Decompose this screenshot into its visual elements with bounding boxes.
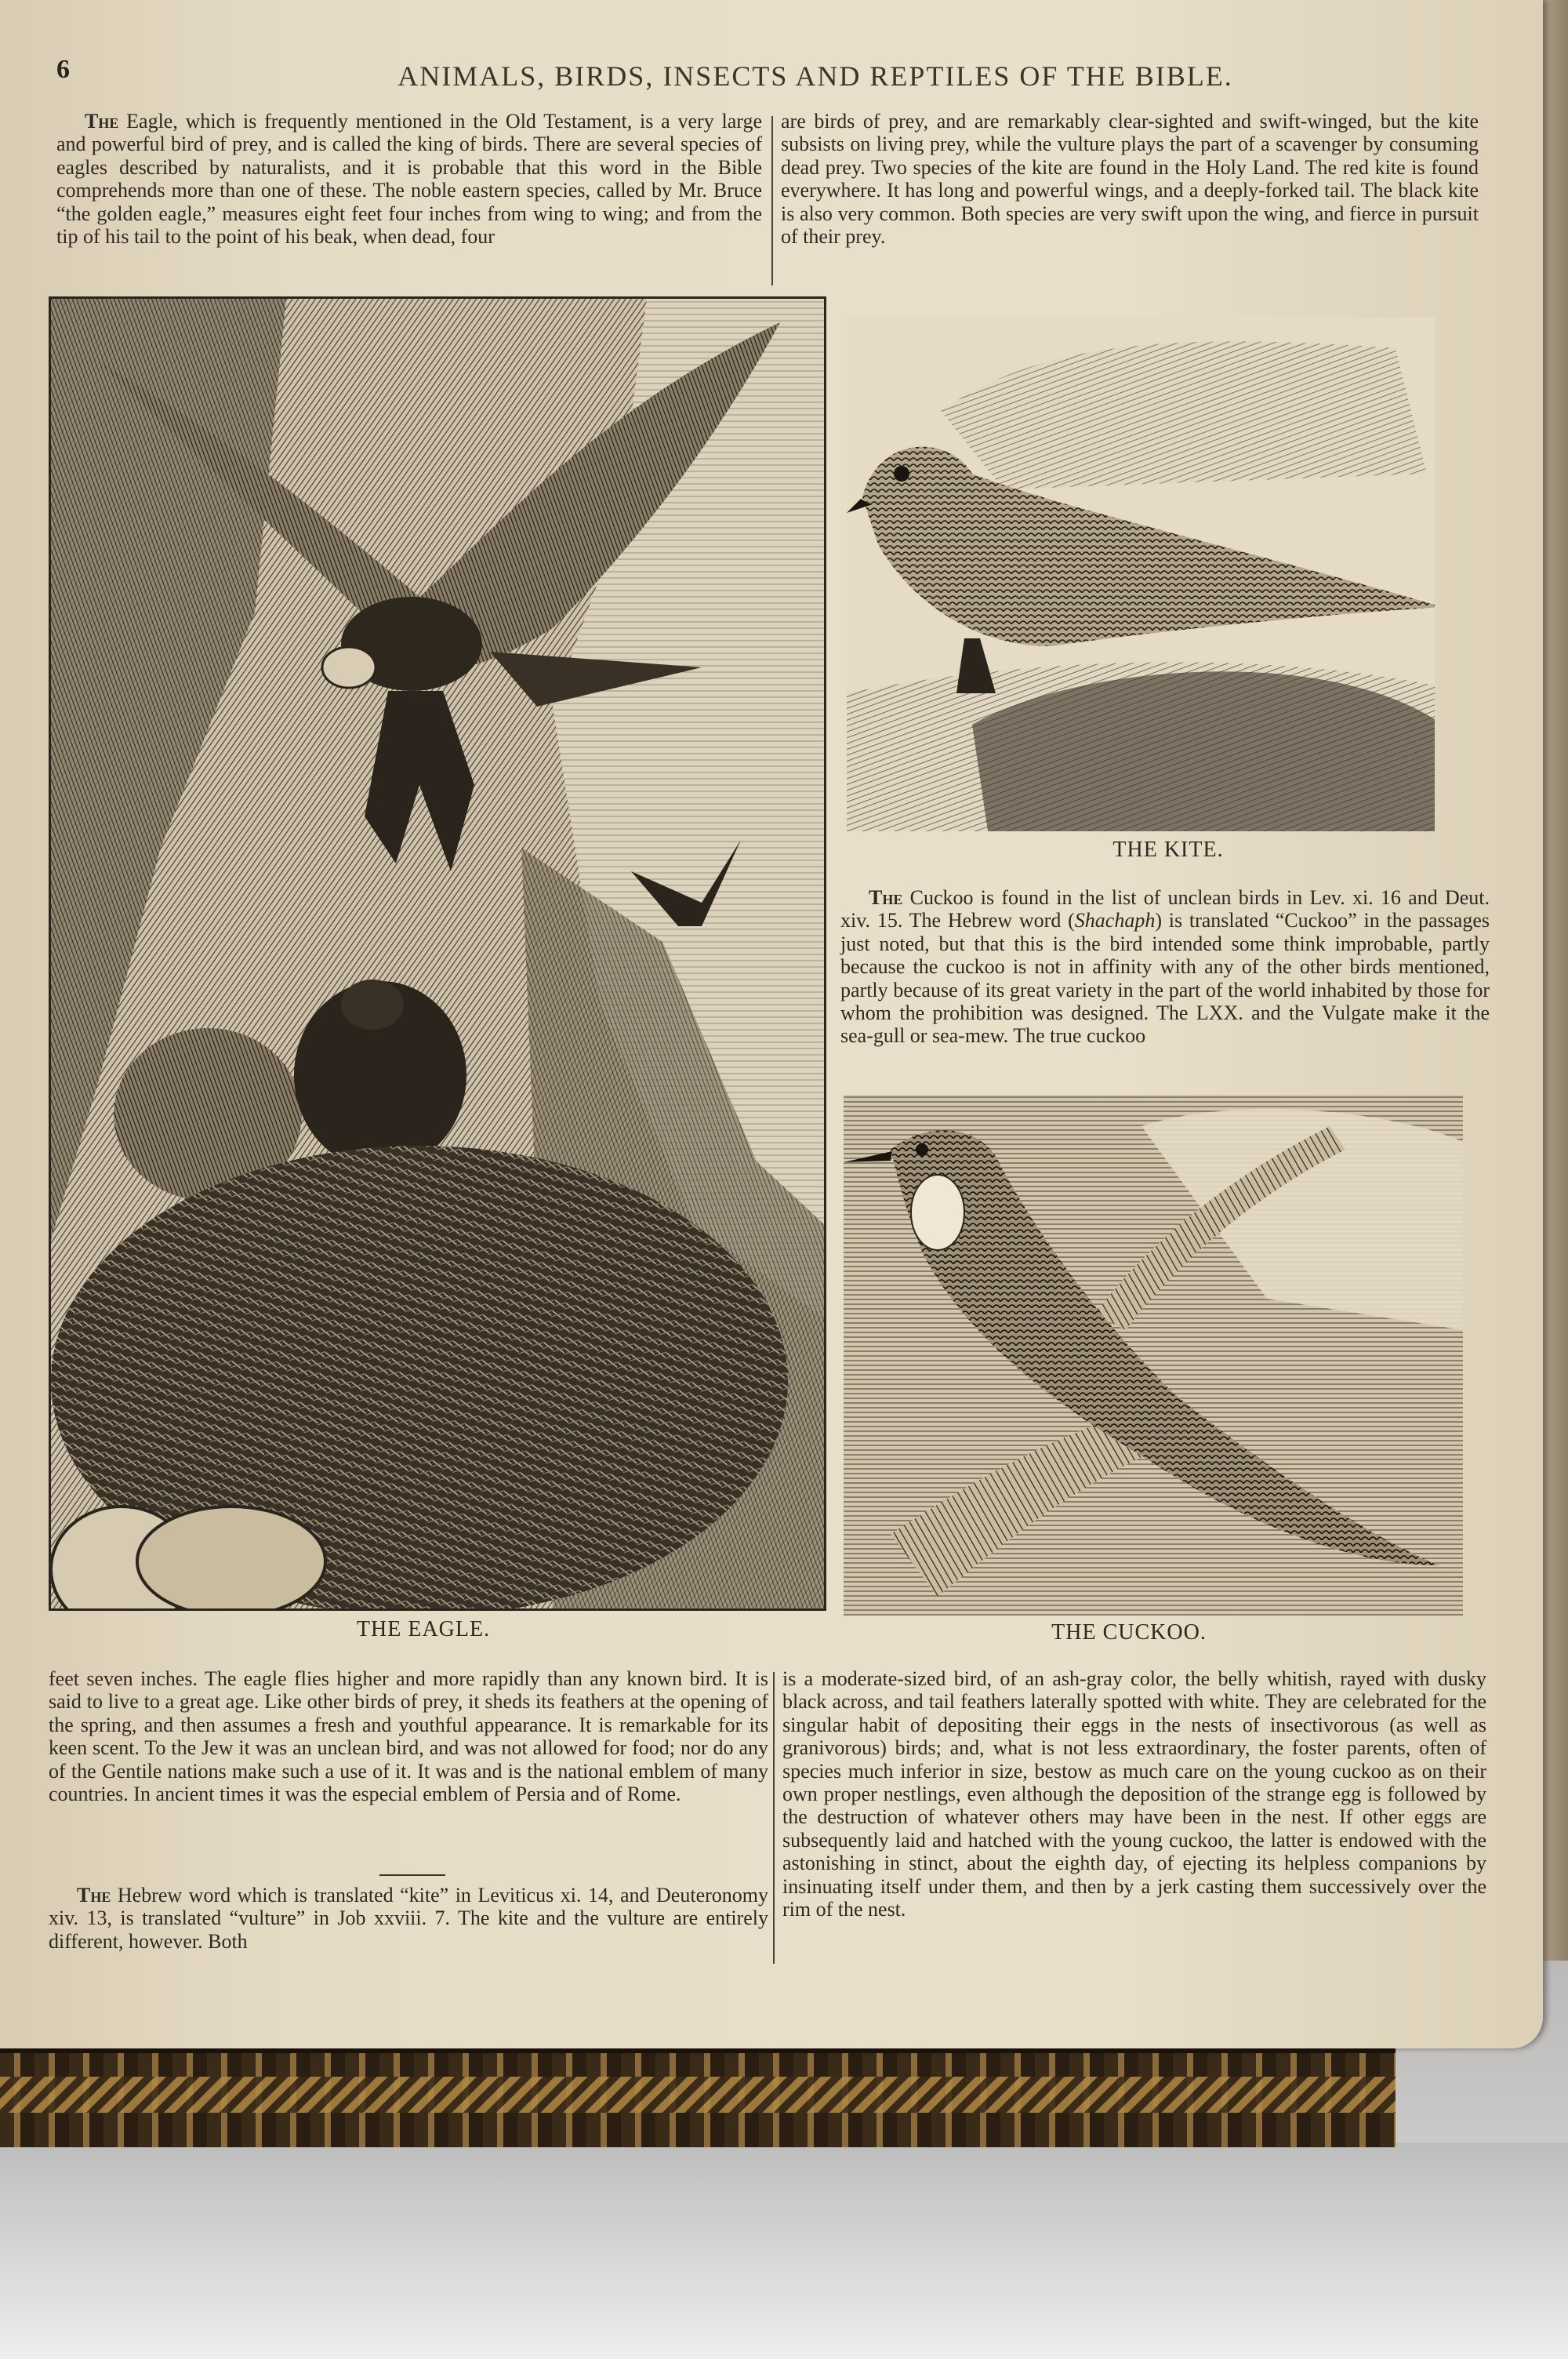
eagle-caption: THE EAGLE.	[356, 1617, 491, 1641]
running-head: ANIMALS, BIRDS, INSECTS AND REPTILES OF THE BIBLE.	[397, 60, 1233, 92]
column-rule-bottom	[773, 1672, 775, 1964]
kite-engraving	[847, 317, 1435, 831]
kite-paragraph: are birds of prey, and are remarkably clear-sighted and swift-winged, but the kite subsists on living prey, while the vulture plays the part of a scavenger by consuming dead prey. Two species of the kite are found in the Holy Land. The red kite is found everywhere. It has long and powerful wings, and a deeply-forked tail. The black kite is also very common. Both species are very swift upon the wing, and fierce in pursuit of their prey.	[781, 110, 1479, 249]
top-right-column	[781, 110, 1479, 248]
column-rule-top	[771, 116, 773, 285]
cuckoo-caption: THE CUCKOO.	[1051, 1620, 1207, 1645]
bottom-left-column	[49, 1667, 768, 1805]
kite-caption: THE KITE.	[1112, 838, 1224, 862]
bottom-right-column	[782, 1667, 1486, 1921]
page-number: 6	[56, 55, 70, 84]
table-surface	[0, 2143, 1568, 2359]
bottom-left-kite-column	[49, 1884, 768, 1953]
top-left-column	[56, 110, 762, 248]
kite-word-paragraph: The Hebrew word which is translated “kite” in Leviticus xi. 14, and Deuteronomy xiv. 13, is translated “vulture” in Job xxviii. 7. The kite and the vulture are entirely different, however. Both	[49, 1884, 768, 1953]
cuckoo-description-paragraph: is a moderate-sized bird, of an ash-gray color, the belly whitish, rayed with dusky black across, and tail feathers laterally spotted with white. They are celebrated for the singular habit of depositing their eggs in the nests of insectivorous (as well as granivorous) birds; and, what is not less extraordinary, the foster parents, often of species much inferior in size, bestow as much care on the young cuckoo as on their own proper nestlings, even although the deposition of the strange egg is followed by the destruction of whatever others may have been in the nest. If other eggs are subsequently laid and hatched with the young cuckoo, the latter is endowed with the astonishing in stinct, about the eighth day, of ejecting its helpless companions by insinuating itself under them, and then by a jerk casting them successively over the rim of the nest.	[782, 1667, 1486, 1921]
cuckoo-intro-column	[840, 886, 1490, 1048]
section-divider	[379, 1874, 445, 1876]
cuckoo-engraving	[844, 1095, 1463, 1616]
eagle-engraving	[49, 296, 826, 1611]
binding-ornament	[0, 2077, 1396, 2113]
eagle-continuation-paragraph: feet seven inches. The eagle flies higher and more rapidly than any known bird. It is said to live to a great age. Like other birds of prey, it sheds its feathers at the opening of the spring, and then assumes a fresh and youthful appearance. It is remarkable for its keen scent. To the Jew it was an unclean bird, and was not allowed for food; nor do any of the Gentile nations make such a use of it. It was and is the national emblem of many countries. In ancient times it was the especial emblem of Persia and of Rome.	[49, 1667, 768, 1806]
drop-lead: The	[85, 110, 119, 133]
eagle-intro-paragraph: The Eagle, which is frequently mentioned in the Old Testament, is a very large and powerful bird of prey, and is called the king of birds. There are several species of eagles described by naturalists, and it is probable that this word in the Bible comprehends more than one of these. The noble eastern species, called by Mr. Bruce “the golden eagle,” measures eight feet four inches from wing to wing; and from the tip of his tail to the point of his beak, when dead, four	[56, 110, 762, 249]
cuckoo-intro-paragraph: The Cuckoo is found in the list of unclean birds in Lev. xi. 16 and Deut. xiv. 15. The Hebrew word (Shachaph) is translated “Cuckoo” in the passages just noted, but that this is the bird intended some think improbable, partly because the cuckoo is not in affinity with any of the other birds mentioned, partly because of its great variety in the part of the world inhabited by those for whom the prohibition was designed. The LXX. and the Vulgate make it the sea-gull or sea-mew. The true cuckoo	[840, 886, 1490, 1048]
